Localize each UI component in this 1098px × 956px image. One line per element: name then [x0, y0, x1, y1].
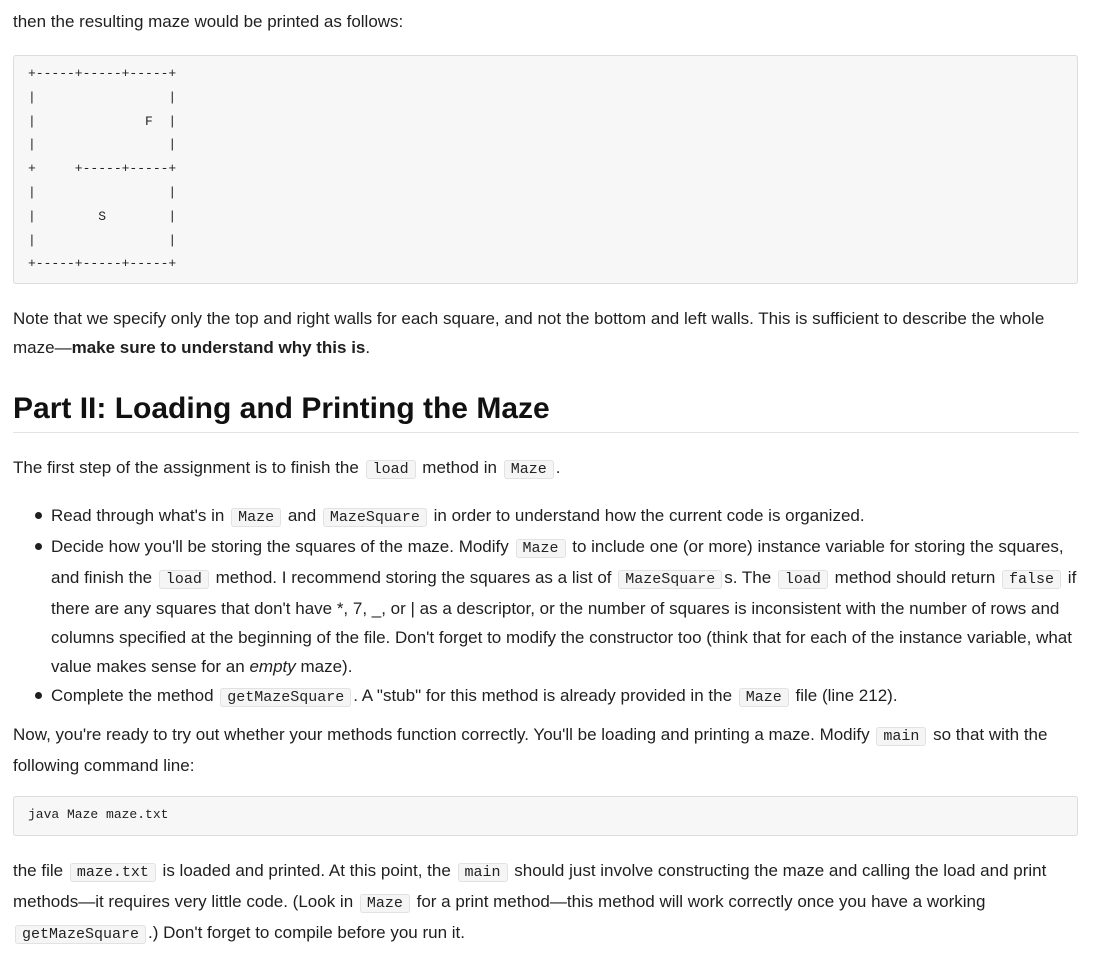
text: the file	[13, 861, 68, 880]
inline-code-load: load	[778, 570, 828, 589]
text: in order to understand how the current code is organized.	[428, 506, 865, 525]
text: so that with the following command line:	[13, 725, 1048, 775]
command-code-block: java Maze maze.txt	[13, 796, 1078, 836]
note-paragraph	[13, 304, 1083, 362]
text: Decide how you'll be storing the squares of the maze. Modify	[51, 537, 514, 556]
text: Now, you're ready to try out whether your methods function correctly. You'll be loading and printing a maze. Modify	[13, 725, 875, 744]
text: Read through what's in	[51, 506, 230, 525]
text: to include one (or more) instance variable for storing the squares, and finish the	[51, 537, 1064, 587]
text: method should return	[829, 568, 1001, 587]
text: . A "stub" for this method is already provided in the	[353, 686, 737, 705]
maze-code-block: +-----+-----+-----+ | | | F | | | + +-----+-----+ | | | S | | | +-----+-----+-----+	[13, 55, 1078, 284]
text: and	[283, 506, 321, 525]
inline-code-main: main	[458, 863, 508, 882]
intro-paragraph: then the resulting maze would be printed as follows:	[13, 12, 404, 31]
text: should just involve constructing the maze and calling the load and print methods—it requires very little code. (Look in	[13, 861, 1047, 911]
now-paragraph	[13, 720, 1083, 780]
text: maze).	[295, 657, 353, 676]
inline-code-mazesquare: MazeSquare	[323, 508, 427, 527]
text: method. I recommend storing the squares as a list of	[210, 568, 617, 587]
section-heading: Part II: Loading and Printing the Maze	[13, 388, 1079, 433]
text: is loaded and printed. At this point, the	[157, 861, 456, 880]
inline-code-maze: Maze	[516, 539, 566, 558]
text: method in	[417, 458, 502, 477]
inline-code-maze: Maze	[360, 894, 410, 913]
list-item	[51, 681, 1081, 712]
note-text-end: .	[365, 338, 371, 357]
inline-code-maze: Maze	[231, 508, 281, 527]
text: for a print method—this method will work correctly once you have a working	[411, 892, 986, 911]
emphasis-empty: empty	[249, 657, 296, 676]
inline-code-maze: Maze	[504, 460, 554, 479]
note-emphasis: make sure to understand why this is	[71, 338, 366, 357]
list-item	[51, 501, 1081, 532]
step-paragraph	[13, 453, 560, 484]
instructions-list	[13, 501, 1081, 712]
inline-code-main: main	[876, 727, 926, 746]
inline-code-getmazesquare: getMazeSquare	[220, 688, 351, 707]
text: The first step of the assignment is to finish the	[13, 458, 364, 477]
inline-code-false: false	[1002, 570, 1061, 589]
text: file (line 212).	[790, 686, 898, 705]
inline-code-load: load	[159, 570, 209, 589]
final-paragraph	[13, 856, 1083, 949]
text: Complete the method	[51, 686, 219, 705]
text: .	[555, 458, 561, 477]
inline-code-maze-txt: maze.txt	[70, 863, 156, 882]
inline-code-getmazesquare: getMazeSquare	[15, 925, 146, 944]
text: .) Don't forget to compile before you run it.	[148, 923, 465, 942]
text: if there are any squares that don't have *, 7, _, or | as a descriptor, or the number of squares is inconsistent with the number of rows and columns specified at the beginning of the file. Don't forget to modify the constructor too (think that for each of the instance variable, what value makes sense for an	[51, 568, 1077, 676]
text: s. The	[724, 568, 776, 587]
inline-code-maze: Maze	[739, 688, 789, 707]
inline-code-mazesquare: MazeSquare	[618, 570, 722, 589]
list-item	[51, 532, 1081, 681]
inline-code-load: load	[366, 460, 416, 479]
note-text: Note that we specify only the top and right walls for each square, and not the bottom and left walls. This is sufficient to describe the whole maze—	[13, 309, 1045, 357]
